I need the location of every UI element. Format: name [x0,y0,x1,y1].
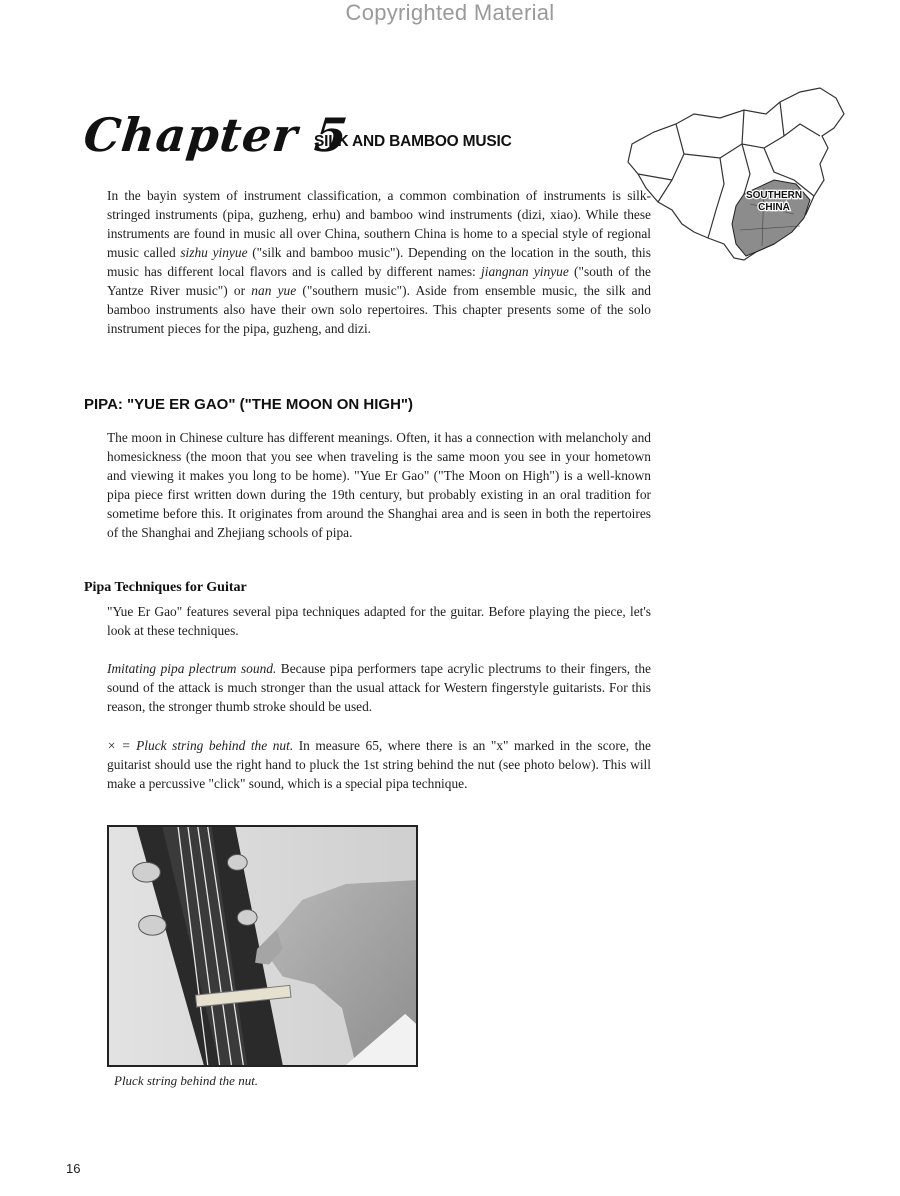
province-line [658,124,684,202]
province-line [708,158,724,238]
guitar-nut-photo [107,825,418,1067]
photo-caption: Pluck string behind the nut. [114,1073,259,1088]
map-label-southern: SOUTHERN [745,190,803,201]
section-body: The moon in Chinese culture has different meanings. Often, it has a connection with melancholy and homesickness (the moon that you see when traveling is the same moon you see in your hometown and viewing it makes you long to be home). "Yue Er Gao" ("The Moon on High") is a well-known pipa piece first written down during the 19th century, but probably existing in an oral tradition for sometime before this. It originates from around the Shanghai area and is seen in both the repertoires of the Shanghai and Zhejiang schools of pipa. [107,430,651,540]
china-map [624,84,850,274]
province-line [684,124,820,158]
chapter-subtitle: SILK AND BAMBOO MUSIC [314,133,512,150]
techniques-intro: "Yue Er Gao" features several pipa techniques adapted for the guitar. Before playing the piece, let's look at these techniques. [107,604,651,638]
province-line [742,110,744,144]
technique-plectrum: Imitating pipa plectrum sound. Because pipa performers tape acrylic plectrums to their fingers, the sound of the attack is much stronger than the usual attack for Western fingerstyle guitarists. For this reason, the stronger thumb stroke should be used. [107,661,651,714]
section-heading: PIPA: "YUE ER GAO" ("THE MOON ON HIGH") [84,396,414,413]
page-number: 16 [66,1161,81,1176]
province-line [638,174,672,180]
intro-paragraph: In the bayin system of instrument classification, a common combination of instruments is silk-stringed instruments (pipa, guzheng, erhu) and bamboo wind instruments (dizi, xiao). While these instruments are found in music all over China, southern China is home to a special style of regional music called sizhu yinyue ("silk and bamboo music"). Depending on the location in the south, this music has different local flavors and is called by different names: jiangnan yinyue ("south of the Yantze River music") or nan yue ("southern music"). Aside from ensemble music, the silk and bamboo instruments also have their own solo repertoires. This chapter presents some of the solo instrument pieces for the pipa, guzheng, and dizi. [107,188,652,336]
techniques-heading: Pipa Techniques for Guitar [84,580,247,595]
province-line [742,144,750,194]
technique-behind-nut: × = Pluck string behind the nut. In measure 65, where there is an "x" marked in the score, the guitarist should use the right hand to pluck the 1st string behind the nut (see photo below). This will make a percussive "click" sound, which is a special pipa technique. [107,738,651,791]
copyright-watermark: Copyrighted Material [345,0,555,25]
province-line [780,102,784,136]
chapter-title: Chapter 5 [81,108,351,162]
map-label-china: CHINA [758,202,790,213]
